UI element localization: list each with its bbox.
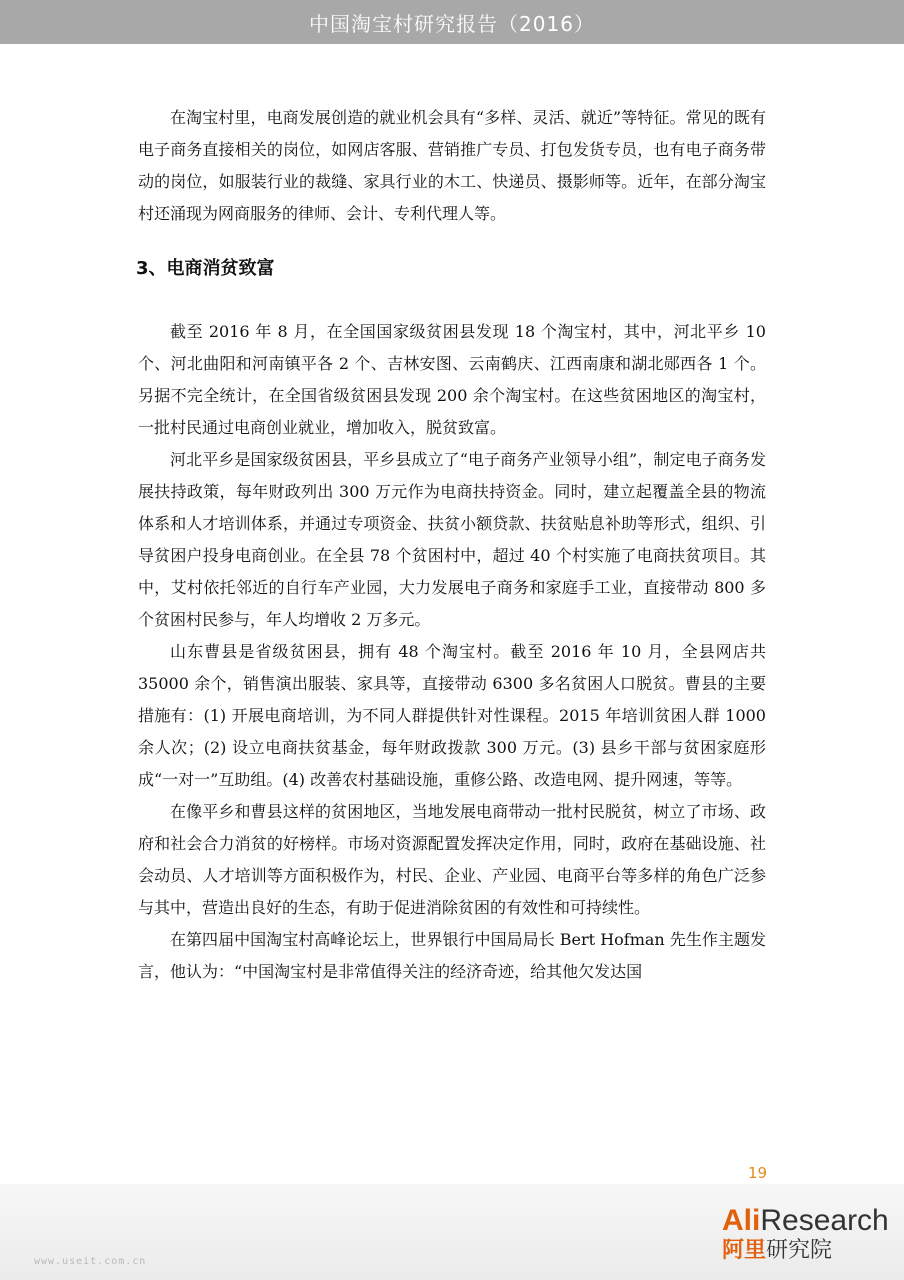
logo-research-text: Research [760, 1204, 889, 1237]
footer [0, 1184, 904, 1280]
logo-ali-text: Ali [722, 1204, 761, 1237]
logo-english [722, 1204, 900, 1238]
logo-chinese [722, 1238, 900, 1264]
paragraph-summary: 在像平乡和曹县这样的贫困地区，当地发展电商带动一批村民脱贫，树立了市场、政府和社会合力消贫的好榜样。市场对资源配置发挥决定作用，同时，政府在基础设施、社会动员、人才培训等方面积极作为，村民、企业、产业园、电商平台等多样的角色广泛参与其中，营造出良好的生态，有助于促进消除贫困的有效性和可持续性。 [138, 802, 766, 917]
paragraph-poverty-counties: 截至 2016 年 8 月，在全国国家级贫困县发现 18 个淘宝村，其中，河北平乡 10 个、河北曲阳和河南镇平各 2 个、吉林安图、云南鹤庆、江西南康和湖北郧西各 1 个。另据不完全统计，在全国省级贫困县发现 200 余个淘宝村。在这些贫困地区的淘宝村，一批村民通过电商创业就业，增加收入，脱贫致富。 [138, 322, 766, 437]
paragraph-caoxian: 山东曹县是省级贫困县，拥有 48 个淘宝村。截至 2016 年 10 月，全县网店共 35000 余个，销售演出服装、家具等，直接带动 6300 多名贫困人口脱贫。曹县的主要措施有：(1) 开展电商培训，为不同人群提供针对性课程。2015 年培训贫困人群 1000 余人次；(2) 设立电商扶贫基金，每年财政拨款 300 万元。(3) 县乡干部与贫困家庭形成“一对一”互助组。(4) 改善农村基础设施，重修公路、改造电网、提升网速，等等。 [138, 642, 766, 789]
paragraph-pingxiang: 河北平乡是国家级贫困县，平乡县成立了“电子商务产业领导小组”，制定电子商务发展扶持政策，每年财政列出 300 万元作为电商扶持资金。同时，建立起覆盖全县的物流体系和人才培训体系，并通过专项资金、扶贫小额贷款、扶贫贴息补助等形式，组织、引导贫困户投身电商创业。在全县 78 个贫困村中，超过 40 个村实施了电商扶贫项目。其中，艾村依托邻近的自行车产业园，大力发展电子商务和家庭手工业，直接带动 800 多个贫困村民参与，年人均增收 2 万多元。 [138, 450, 766, 629]
logo-ali-cn-text: 阿里 [722, 1238, 767, 1263]
header-bar [0, 0, 904, 44]
section-heading: 3、电商消贫致富 [136, 258, 275, 279]
main-content [138, 102, 766, 988]
document-title: 中国淘宝村研究报告（2016） [309, 11, 595, 36]
paragraph-employment: 在淘宝村里，电商发展创造的就业机会具有“多样、灵活、就近”等特征。常见的既有电子商务直接相关的岗位，如网店客服、营销推广专员、打包发货专员，也有电子商务带动的岗位，如服装行业的裁缝、家具行业的木工、快递员、摄影师等。近年，在部分淘宝村还涌现为网商服务的律师、会计、专利代理人等。 [138, 108, 766, 223]
paragraph-world-bank: 在第四届中国淘宝村高峰论坛上，世界银行中国局局长 Bert Hofman 先生作主题发言，他认为：“中国淘宝村是非常值得关注的经济奇迹，给其他欠发达国 [138, 930, 766, 981]
footer-watermark-url: www.useit.com.cn [34, 1256, 147, 1267]
aliresearch-logo [722, 1204, 900, 1266]
logo-institute-cn-text: 研究院 [766, 1238, 833, 1263]
page-number: 19 [748, 1164, 768, 1182]
